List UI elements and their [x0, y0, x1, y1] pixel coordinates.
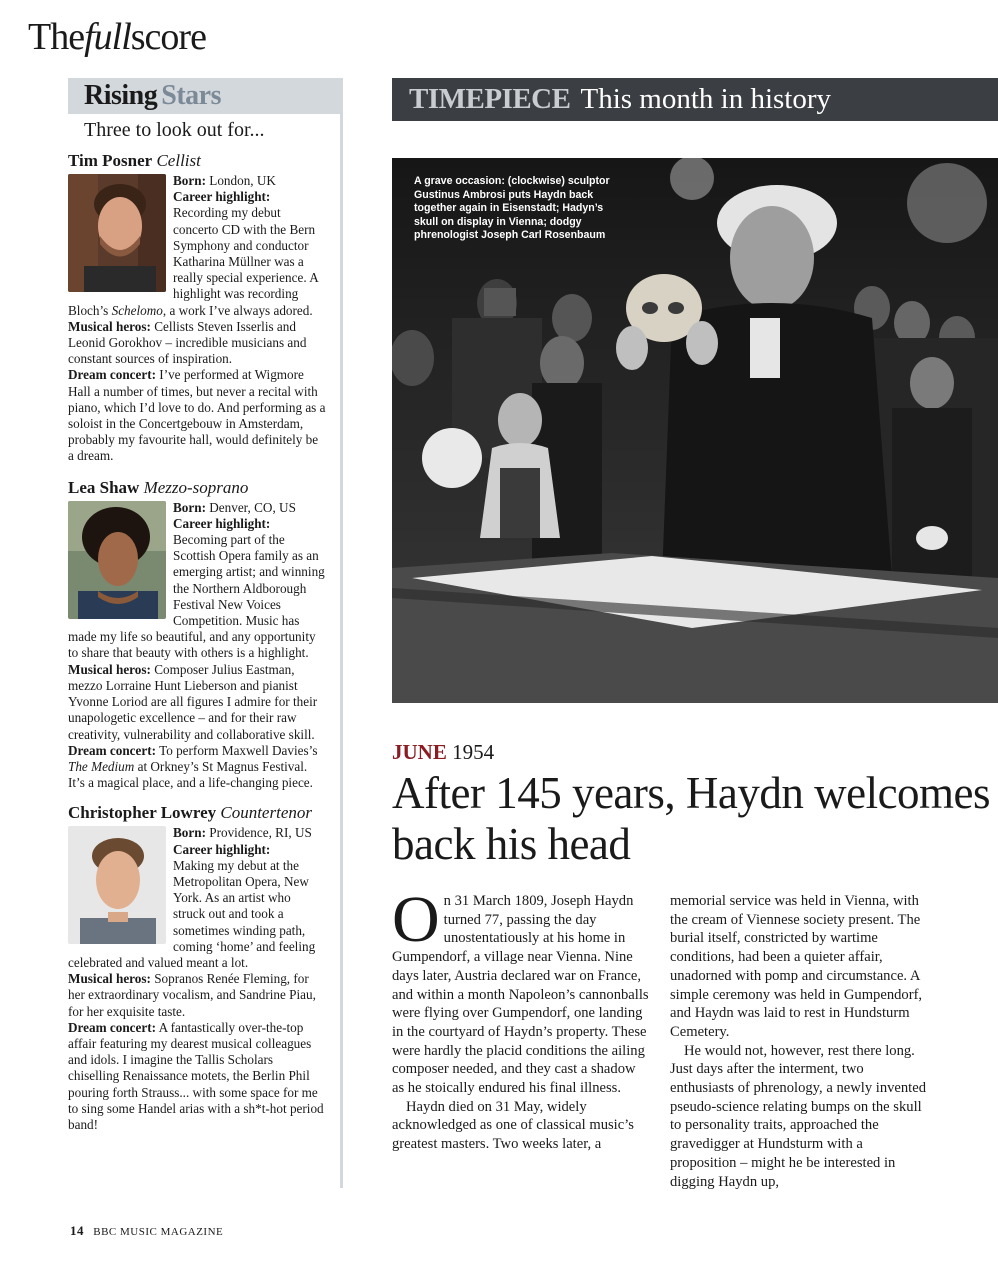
heros-value: Cellists Steven Isserlis and Leonid Gorokhov – incredible musicians and constant sources of inspiration. [68, 318, 307, 367]
haydn-skull-photo [392, 158, 998, 703]
profile-lea-shaw [68, 478, 326, 792]
dream-label: Dream concert: [68, 367, 156, 383]
masthead-full: full [84, 16, 131, 58]
profile-name: Tim Posner [68, 151, 153, 170]
article-kicker [392, 740, 494, 765]
career-end: , a work I’ve always adored. [162, 302, 313, 318]
career-value: Making my debut at the Metropolitan Opera, New York. As an artist who struck out and took a sometimes winding path, coming ‘home’ and feeling celebrated and valued meant a lot. [68, 857, 316, 970]
article-paragraph: Haydn died on 31 May, widely acknowledged as one of classical music’s greatest masters. Two weeks later, a [392, 1098, 634, 1153]
heros-label: Musical heros: [68, 971, 151, 987]
rising-stars-sidebar [68, 78, 343, 1188]
profile-role: Mezzo-soprano [143, 477, 249, 497]
paragraph-text: n 31 March 1809, Joseph Haydn turned 77, passing the day unostentatiously at his home in Gumpendorf, a village near Vienna. Nine days later, Austria declared war on France, and within a month Napoleon’s cannonballs were flying over Gumpendorf, one landing in the courtyard of Haydn’s property. These were hardly the placid conditions the ailing composer needed, and they cast a shadow as he stoically endured his final illness. [392, 893, 649, 1097]
article-paragraph: He would not, however, rest there long. Just days after the interment, two enthusiasts of phrenology, a newly invented pseudo-science relating bumps on the skull to personality traits, approached the gravedigger at Hundsturm with a proposition – might he be interested in digging Haydn up, [670, 1042, 927, 1190]
profile-name: Christopher Lowrey [68, 803, 217, 823]
portrait-photo [68, 501, 166, 619]
profile-role: Cellist [156, 151, 201, 170]
profile-heros [68, 319, 326, 368]
profile-heros [68, 971, 326, 1020]
photo-caption: A grave occasion: (clockwise) sculptor Gustinus Ambrosi puts Haydn back together again in Eisenstadt; Hadyn’s skull on display in Vienna; dodgy phrenologist Joseph Carl Rosenbaum [414, 175, 610, 241]
article-column-2 [670, 892, 928, 1191]
kicker-month: JUNE [392, 740, 447, 764]
portrait-photo [68, 174, 166, 292]
dream-label: Dream concert: [68, 742, 156, 758]
timepiece-sublabel: This month in history [580, 83, 832, 115]
career-value: Becoming part of the Scottish Opera family as an emerging artist; and winning the Northern Aldborough Festival New Voices Competition. Music has made my life so beautiful, and any opportunity to share that beauty with others is a highlight. [68, 532, 325, 661]
dream-label: Dream concert: [68, 1019, 156, 1035]
born-value: Providence, RI, US [209, 825, 312, 841]
drop-cap: O [392, 883, 440, 956]
article-column-1 [392, 883, 650, 1154]
kicker-year: 1954 [452, 740, 495, 764]
career-work: Schelomo [111, 302, 163, 318]
article-paragraph [392, 883, 650, 1098]
born-value: London, UK [209, 173, 276, 188]
born-value: Denver, CO, US [209, 499, 296, 515]
profile-dream [68, 1020, 326, 1133]
masthead [28, 18, 206, 56]
profile-dream [68, 367, 326, 464]
article-paragraph: memorial service was held in Vienna, with the cream of Viennese society present. The burial itself, constricted by wartime conditions, had been a quieter affair, unadorned with pomp and circumstance. A simple ceremony was held in Gumpendorf, and Haydn was laid to rest in Hundsturm Cemetery. [670, 893, 923, 1040]
career-label: Career highlight: [173, 515, 271, 531]
rising-stars-title-2: Stars [161, 80, 221, 111]
masthead-score: score [130, 16, 206, 58]
profile-name-line [68, 151, 326, 171]
timepiece-label: TIMEPIECE [409, 83, 571, 115]
born-label: Born: [173, 173, 206, 188]
dream-value: I’ve performed at Wigmore Hall a number of times, but never a recital with piano, which I’d love to do. And performing as a soloist in the Concertgebouw in Amsterdam, probably my favourite hall, would definitely be a dream. [68, 367, 326, 464]
rising-stars-header [68, 78, 343, 114]
portrait-photo [68, 826, 166, 944]
career-value: Recording my debut concerto CD with the Bern Symphony and conductor Katharina Müllner was a really special experience. A highlight was recording Bloch’s [68, 205, 318, 318]
profile-dream [68, 743, 326, 792]
dream-value: A fantastically over-the-top affair featuring my dearest musical colleagues and idols. I imagine the Tallis Scholars chiselling Renaissance motets, the Berlin Phil pouring forth Strauss... with some space for me to sing some Handel arias with a sh*t-hot period band! [68, 1019, 324, 1132]
profile-heros [68, 662, 326, 743]
profile-name: Lea Shaw [68, 477, 140, 497]
rising-stars-title-1: Rising [84, 80, 158, 111]
timepiece-header [392, 78, 998, 121]
heros-label: Musical heros: [68, 318, 151, 334]
career-label: Career highlight: [173, 189, 271, 205]
born-label: Born: [173, 825, 206, 841]
career-label: Career highlight: [173, 841, 271, 857]
article-headline: After 145 years, Haydn welcomes back his head [392, 768, 991, 869]
born-label: Born: [173, 499, 206, 515]
magazine-name: BBC MUSIC MAGAZINE [93, 1226, 224, 1238]
heros-value: Sopranos Renée Fleming, for her extraordinary vocalism, and Sandrine Piau, for her exquisite taste. [68, 971, 316, 1019]
dream-value: To perform Maxwell Davies’s [159, 742, 318, 758]
heros-label: Musical heros: [68, 661, 151, 677]
dream-end: at Orkney’s St Magnus Festival. It’s a magical place, and a life-changing piece. [68, 758, 313, 791]
masthead-the: The [28, 16, 85, 58]
profile-name-line [68, 803, 326, 823]
dream-work: The Medium [68, 758, 135, 774]
profile-tim-posner [68, 151, 326, 465]
page-footer [70, 1223, 223, 1239]
profile-christopher-lowrey [68, 803, 326, 1133]
heros-value: Composer Julius Eastman, mezzo Lorraine Hunt Lieberson and pianist Yvonne Loriod are all figures I admire for their unapologetic excellence – and for their raw creativity, vulnerability and collaborative skill. [68, 661, 318, 742]
page-number: 14 [70, 1223, 84, 1238]
profile-name-line [68, 478, 326, 498]
rising-stars-subtitle: Three to look out for... [84, 119, 265, 141]
profile-role: Countertenor [220, 803, 312, 823]
